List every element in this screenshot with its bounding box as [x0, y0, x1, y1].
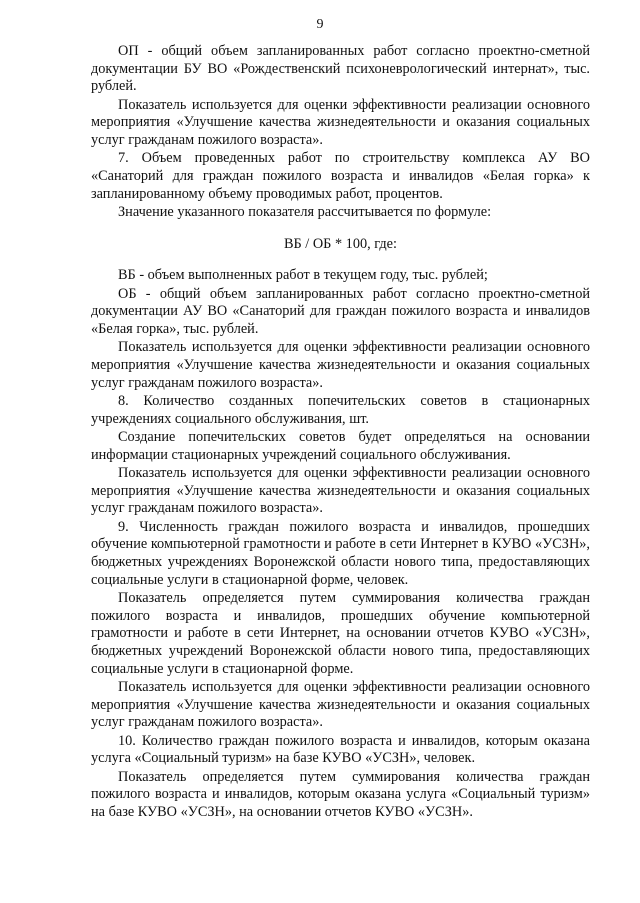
- paragraph-item-9: 9. Численность граждан пожилого возраста и инвалидов, прошедших обучение компьютерной грамотности и работе в сети Интернет в КУВО «УСЗН», бюджетных учреждениях Воронежской области нового типа, предоставляющих социальные услуги в стационарной форме, человек.: [91, 518, 590, 588]
- formula: ВБ / ОБ * 100, где:: [283, 235, 398, 252]
- paragraph-vb-definition: ВБ - объем выполненных работ в текущем году, тыс. рублей;: [118, 267, 488, 284]
- paragraph-item-7: 7. Объем проведенных работ по строительству комплекса АУ ВО «Санаторий для граждан пожилого возраста и инвалидов «Белая горка» к запланированному объему проводимых работ, процентов.: [91, 150, 590, 202]
- document-body: [91, 43, 590, 822]
- paragraph-formula-intro: Значение указанного показателя рассчитывается по формуле:: [118, 204, 492, 221]
- paragraph-indicator-usage-3: Показатель используется для оценки эффективности реализации основного мероприятия «Улучшение качества жизнедеятельности и оказания социальных услуг гражданам пожилого возраста».: [91, 465, 590, 517]
- paragraph-indicator-usage-1: Показатель используется для оценки эффективности реализации основного мероприятия «Улучшение качества жизнедеятельности и оказания социальных услуг гражданам пожилого возраста».: [91, 96, 590, 148]
- page-number: 9: [316, 17, 324, 32]
- paragraph-item-8: 8. Количество созданных попечительских советов в стационарных учреждениях социального обслуживания, шт.: [91, 393, 590, 427]
- paragraph-op-definition: ОП - общий объем запланированных работ согласно проектно-сметной документации БУ ВО «Рождественский психоневрологический интернат», тыс. рублей.: [91, 43, 590, 95]
- paragraph-item-10: 10. Количество граждан пожилого возраста и инвалидов, которым оказана услуга «Социальный туризм» на базе КУВО «УСЗН», человек.: [91, 732, 590, 767]
- paragraph-indicator-usage-4: Показатель используется для оценки эффективности реализации основного мероприятия «Улучшение качества жизнедеятельности и оказания социальных услуг гражданам пожилого возраста».: [91, 678, 590, 731]
- paragraph-indicator-usage-2: Показатель используется для оценки эффективности реализации основного мероприятия «Улучшение качества жизнедеятельности и оказания социальных услуг гражданам пожилого возраста».: [91, 339, 590, 391]
- paragraph-ob-definition: ОБ - общий объем запланированных работ согласно проектно-сметной документации АУ ВО «Санаторий для граждан пожилого возраста и инвалидов «Белая горка», тыс. рублей.: [91, 285, 590, 337]
- paragraph-item-10-method: Показатель определяется путем суммирования количества граждан пожилого возраста и инвалидов, которым оказана услуга «Социальный туризм» на базе КУВО «УСЗН», на основании отчетов КУВО «УСЗН».: [91, 768, 590, 820]
- paragraph-item-9-method: Показатель определяется путем суммирования количества граждан пожилого возраста и инвалидов, прошедших обучение компьютерной грамотности и работе в сети Интернет, на основании отчетов КУВО «УСЗН», бюджетных учреждений Воронежской области нового типа, предоставляющих социальные услуги в стационарной форме.: [91, 590, 590, 677]
- paragraph-councils-basis: Создание попечительских советов будет определяться на основании информации стационарных учреждений социального обслуживания.: [91, 429, 590, 463]
